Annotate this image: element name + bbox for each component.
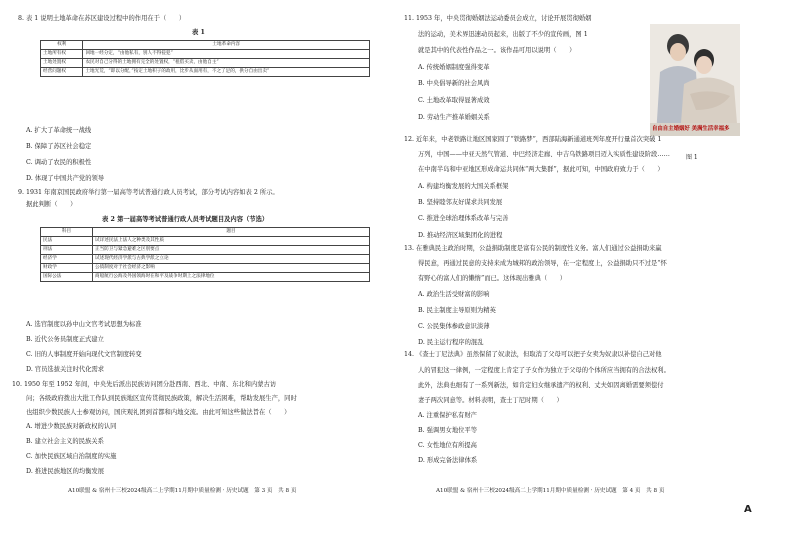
q13-option-c[interactable]: C. 公民集体参政意识淡薄 xyxy=(418,323,490,330)
q8-option-b[interactable]: B. 保障了苏区社会稳定 xyxy=(26,143,92,150)
table-cell: 土地所有权 xyxy=(41,50,83,59)
table-cell: 回地一经分定，“由他私有，别人不得侵犯” xyxy=(83,50,370,59)
table2-header-1: 题目 xyxy=(93,228,370,237)
q10-line-1: 10. 1950 年至 1952 年间，中央先后派出民族访问团分赴西南、西北、中南、东北和内蒙古访 xyxy=(12,381,277,388)
table-cell: 经济学 xyxy=(41,255,93,264)
table1-title: 表 1 xyxy=(192,29,205,36)
q12-line-2: 万列，中国——中亚天然气管道、中巴经济走廊、中吉乌铁路项目迈入实质性建设阶段…… xyxy=(418,151,670,158)
table-row xyxy=(41,264,370,273)
table-row xyxy=(41,255,370,264)
q12-option-c[interactable]: C. 推进全球治理体系改革与完善 xyxy=(418,215,509,222)
q9-line-2: 据此判断（ ） xyxy=(26,201,77,208)
table-row xyxy=(41,59,370,68)
q10-option-d[interactable]: D. 推进民族地区的均衡发展 xyxy=(26,468,105,475)
table-cell: 土地光荒，“即以分配，”按定土地积子的政用，比步从面用有，不之了足的，供分自由出卖” xyxy=(83,68,370,77)
q14-line-3: 此外，法典也细有了一系列新法，如肯定妇女继承遗产的权利、丈夫如因离婚需要须偿付 xyxy=(418,382,664,389)
q13-option-b[interactable]: B. 民主制度主导原则为精英 xyxy=(418,307,496,314)
table-cell: 农民对自己分得的土地拥有完全的处置权，“租借买卖，由他自主” xyxy=(83,59,370,68)
table-cell: 刑法 xyxy=(41,246,93,255)
q12-option-d[interactable]: D. 推动经济区域集团化的进程 xyxy=(418,232,503,239)
table-cell: 试详述民法上法人之种类及其性质 xyxy=(93,237,370,246)
q11-line-1: 11. 1953 年，中央贯彻婚姻法运动委员会成立，讨论开展贯彻婚姻 xyxy=(404,15,592,22)
marriage-poster-image xyxy=(650,24,740,136)
q9-option-c[interactable]: C. 旧的人事制度开始向现代文官制度转变 xyxy=(26,351,142,358)
table2 xyxy=(40,227,370,282)
q11-option-a[interactable]: A. 传统婚姻制度强得变革 xyxy=(418,64,490,71)
q14-line-4: 妻子两次同意等。材料表明，查士丁尼时期（ ） xyxy=(418,397,563,404)
table-row xyxy=(41,237,370,246)
q10-option-a[interactable]: A. 增进少数民族对新政权的认同 xyxy=(26,423,117,430)
table-cell: 公债制度对于社会经济之影响 xyxy=(93,264,370,273)
q8-option-a[interactable]: A. 扩大了革命统一战线 xyxy=(26,127,92,134)
q12-line-3: 在中南半岛和中亚地区形成命运共同体“两大集群”，据此可知，中国政府致力于（ ） xyxy=(418,166,664,173)
table1 xyxy=(40,40,370,77)
figure-1-label: 图 1 xyxy=(686,154,698,161)
q9-line-1: 9. 1931 年南京国民政府举行第一届高等考试普通行政人员考试，部分考试内容如表 2 所示。 xyxy=(18,189,279,196)
poster-illustration xyxy=(650,24,740,136)
q11-option-c[interactable]: C. 土地改革取得显著成效 xyxy=(418,97,490,104)
table2-title: 表 2 第一届高等考试普通行政人员考试题目及内容（节选） xyxy=(102,216,269,223)
q13-option-d[interactable]: D. 民主运行程序的混乱 xyxy=(418,339,484,346)
q13-line-3: 有野心的富人们的懒惰”而已。这体现出雅典（ ） xyxy=(418,275,567,282)
table-cell: 商船航行公海及外国领海时在和平及战争时期上之法律地位 xyxy=(93,273,370,282)
paper-version-mark: A xyxy=(744,504,752,515)
q8-option-c[interactable]: C. 调动了农民的积极性 xyxy=(26,159,92,166)
q11-line-2: 法的运动，美术界迅速动员起来，出版了不少的宣传画，图 1 xyxy=(418,31,588,38)
q10-option-c[interactable]: C. 加快民族区域自治制度的实施 xyxy=(26,453,117,460)
q14-option-d[interactable]: D. 形成完备法律体系 xyxy=(418,457,478,464)
q8-stem: 8. 表 1 说明土地革命在苏区建设过程中的作用在于（ ） xyxy=(18,15,186,22)
q11-option-b[interactable]: B. 中央倡导新的社会风尚 xyxy=(418,80,490,87)
q14-option-c[interactable]: C. 女性地位有所提高 xyxy=(418,442,477,449)
table-row xyxy=(41,273,370,282)
q14-option-b[interactable]: B. 强调男女地位平等 xyxy=(418,427,478,434)
footer-page-3: A10联盟 & 宿州十三校2024级高二上学期11月期中质量检测 · 历史试题 第 3 页 共 8 页 xyxy=(68,488,297,494)
q9-option-d[interactable]: D. 官员选拔关注时代化需求 xyxy=(26,366,105,373)
poster-caption: 自由自主婚姻好 美满生活幸福多 xyxy=(652,126,730,132)
table2-header-0: 科目 xyxy=(41,228,93,237)
q12-option-a[interactable]: A. 构建均衡发展的大国关系框架 xyxy=(418,183,509,190)
table-cell: 经营问题权 xyxy=(41,68,83,77)
q13-option-a[interactable]: A. 政治生活受财富的影响 xyxy=(418,291,490,298)
table-cell: 民法 xyxy=(41,237,93,246)
table-row xyxy=(41,68,370,77)
table1-header-1: 土地革命内容 xyxy=(83,41,370,50)
q8-option-d[interactable]: D. 体现了中国共产党的领导 xyxy=(26,175,105,182)
table-cell: 财政学 xyxy=(41,264,93,273)
footer-page-4: A10联盟 & 宿州十三校2024级高二上学期11月期中质量检测 · 历史试题 第 4 页 共 8 页 xyxy=(436,488,665,494)
table-cell: 正当防卫与紧急避难之区别要点 xyxy=(93,246,370,255)
q13-line-2: 得民意，再通过民意的支持来成为城邦的政治领导，在一定程度上，公益捐助只不过是“怀 xyxy=(418,260,667,267)
q9-option-b[interactable]: B. 近代公务员制度正式建立 xyxy=(26,336,104,343)
table-row xyxy=(41,246,370,255)
q12-option-b[interactable]: B. 坚持睦邻友好谋求共同发展 xyxy=(418,199,503,206)
table-cell: 土地处置权 xyxy=(41,59,83,68)
q11-option-d[interactable]: D. 劳动生产推革婚姻关系 xyxy=(418,114,490,121)
q10-line-2: 问；各级政府拨出大批工作队到民族地区宣传贯彻民族政策，解决生活困难，帮助发展生产，同时 xyxy=(26,395,297,402)
q14-option-a[interactable]: A. 注重保护私有财产 xyxy=(418,412,477,419)
q10-line-3: 也组织少数民族人士参观访问，国庆观礼团到首都和内地交流。由此可知这些做法旨在（ ） xyxy=(26,409,291,416)
q10-option-b[interactable]: B. 建立社会主义的民族关系 xyxy=(26,438,104,445)
table-cell: 试述现代经济学派与古典学派之立论 xyxy=(93,255,370,264)
table-cell: 国际公法 xyxy=(41,273,93,282)
table1-header-0: 权利 xyxy=(41,41,83,50)
q14-line-1: 14. 《查士丁尼法典》虽然保留了奴隶法，但取消了父母可以把子女卖为奴隶以补偿自己对他 xyxy=(404,351,662,358)
q11-line-3: 就是其中的代表性作品之一。该作品可用以说明（ ） xyxy=(418,47,576,54)
q9-option-a[interactable]: A. 选官制度以孙中山文官考试思想为标准 xyxy=(26,321,142,328)
q14-line-2: 人的冒犯这一律例，一定程度上肯定了子女作为独立于父母的个体所应当拥有的合法权利。 xyxy=(418,367,670,374)
table-row xyxy=(41,50,370,59)
q13-line-1: 13. 在雅典民主政治时期，公益捐助制度是富有公民的制度性义务。富人们通过公益捐助来赢 xyxy=(404,245,662,252)
q12-line-1: 12. 近年来，中老铁路让地区国家圆了“铁路梦”，西部陆海新通道班列年度开行量首次突破 1 xyxy=(404,136,662,143)
